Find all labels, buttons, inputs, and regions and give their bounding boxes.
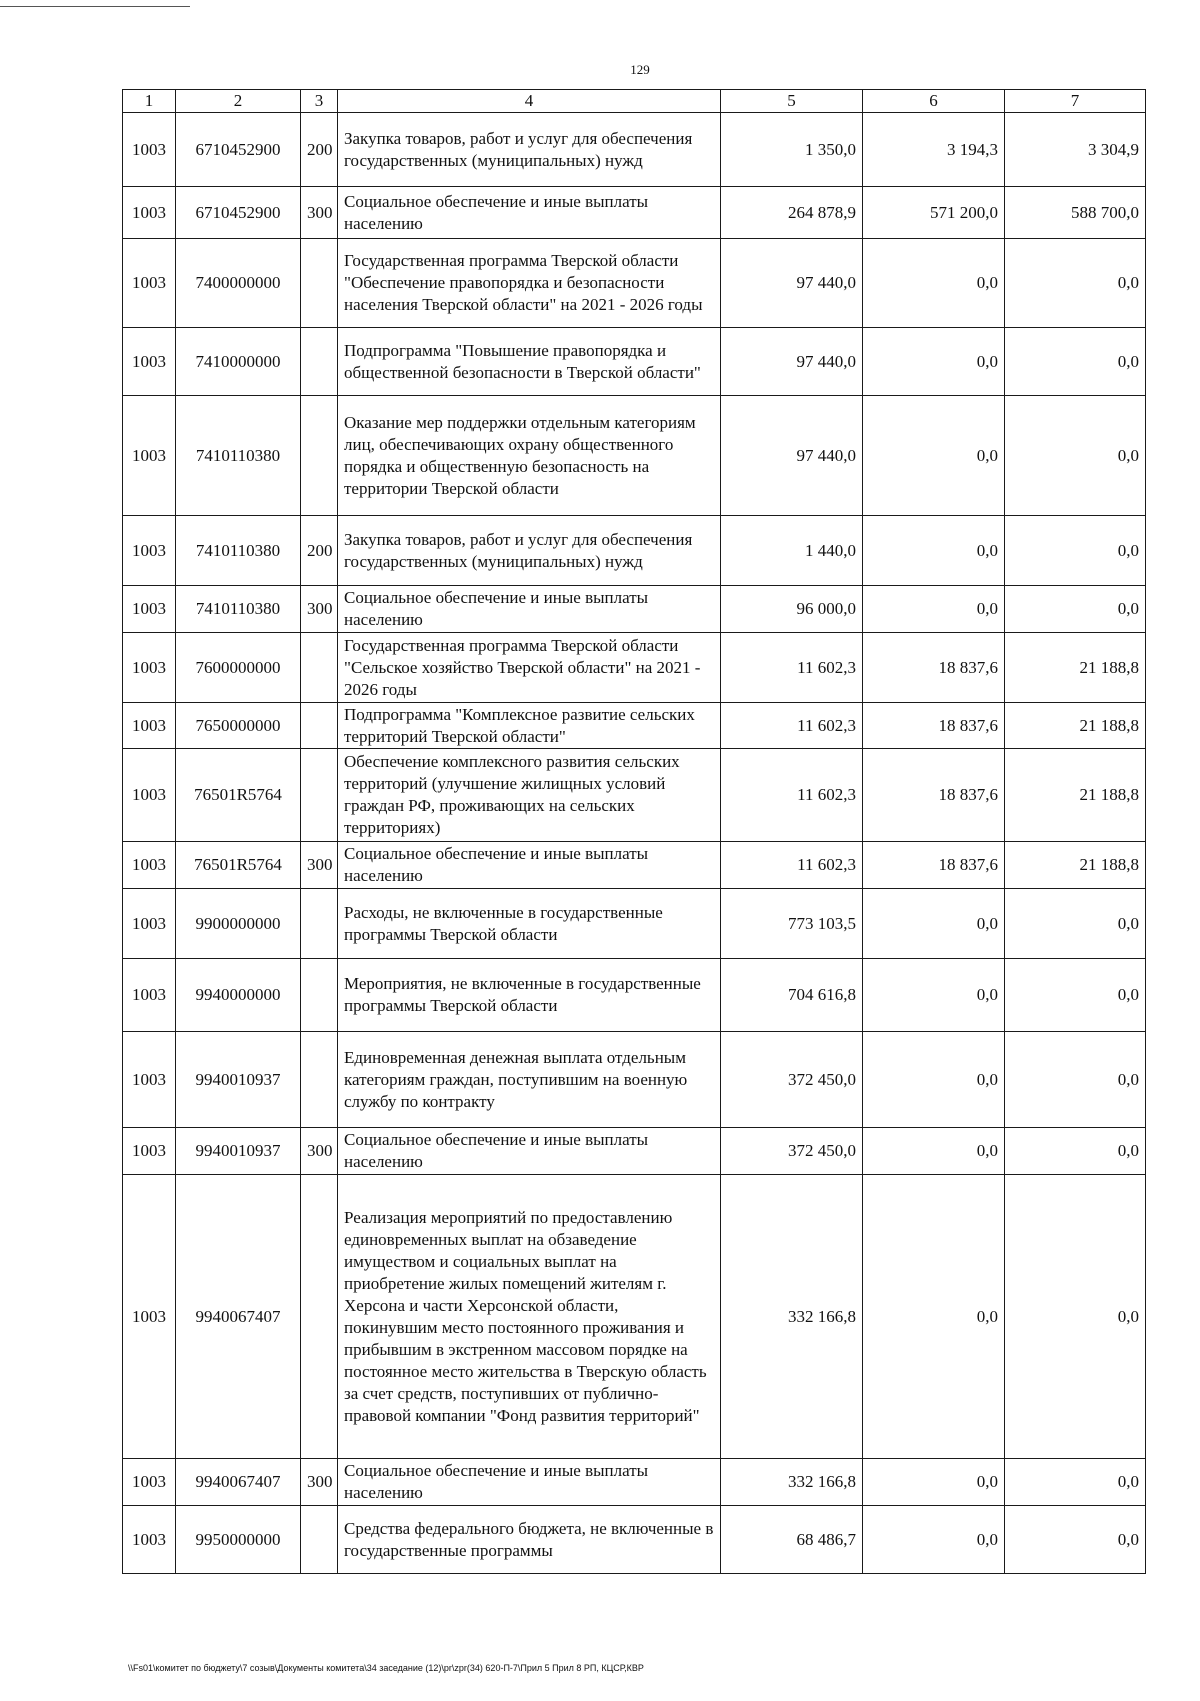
description: Закупка товаров, работ и услуг для обеспечения государственных (муниципальных) нужд (338, 516, 721, 586)
header-col-6: 6 (863, 90, 1005, 113)
amount-col-6: 0,0 (863, 396, 1005, 516)
amount-col-6: 0,0 (863, 1506, 1005, 1574)
target-article-code: 7410110380 (176, 516, 301, 586)
table-row (123, 586, 1146, 633)
expense-type-code (301, 633, 338, 703)
target-article-code: 7650000000 (176, 703, 301, 749)
expense-type-code (301, 703, 338, 749)
description: Мероприятия, не включенные в государственные программы Тверской области (338, 959, 721, 1032)
section-code: 1003 (123, 1506, 176, 1574)
amount-col-6: 0,0 (863, 1128, 1005, 1175)
target-article-code: 9900000000 (176, 889, 301, 959)
description: Государственная программа Тверской области "Сельское хозяйство Тверской области" на 2021 - 2026 годы (338, 633, 721, 703)
table-row (123, 889, 1146, 959)
table-row (123, 633, 1146, 703)
table-row (123, 1459, 1146, 1506)
amount-col-5: 372 450,0 (721, 1032, 863, 1128)
expense-type-code: 200 (301, 516, 338, 586)
expense-type-code: 300 (301, 1128, 338, 1175)
expense-type-code (301, 1032, 338, 1128)
amount-col-5: 773 103,5 (721, 889, 863, 959)
section-code: 1003 (123, 516, 176, 586)
amount-col-6: 18 837,6 (863, 842, 1005, 889)
table-row (123, 959, 1146, 1032)
amount-col-7: 21 188,8 (1005, 842, 1146, 889)
table-row (123, 113, 1146, 187)
amount-col-5: 96 000,0 (721, 586, 863, 633)
table-row (123, 842, 1146, 889)
target-article-code: 7410110380 (176, 586, 301, 633)
section-code: 1003 (123, 842, 176, 889)
description: Социальное обеспечение и иные выплаты населению (338, 842, 721, 889)
amount-col-6: 3 194,3 (863, 113, 1005, 187)
description: Государственная программа Тверской области "Обеспечение правопорядка и безопасности населения Тверской области" на 2021 - 2026 годы (338, 239, 721, 328)
amount-col-5: 264 878,9 (721, 187, 863, 239)
amount-col-6: 18 837,6 (863, 749, 1005, 842)
amount-col-6: 0,0 (863, 516, 1005, 586)
table-row (123, 1032, 1146, 1128)
amount-col-6: 0,0 (863, 328, 1005, 396)
amount-col-5: 332 166,8 (721, 1175, 863, 1459)
table-row (123, 749, 1146, 842)
section-code: 1003 (123, 1175, 176, 1459)
amount-col-5: 11 602,3 (721, 633, 863, 703)
target-article-code: 9950000000 (176, 1506, 301, 1574)
header-col-3: 3 (301, 90, 338, 113)
amount-col-7: 0,0 (1005, 1032, 1146, 1128)
description: Подпрограмма "Повышение правопорядка и общественной безопасности в Тверской области" (338, 328, 721, 396)
table-row (123, 516, 1146, 586)
description: Оказание мер поддержки отдельным категориям лиц, обеспечивающих охрану общественного порядка и общественную безопасность на территории Тверской области (338, 396, 721, 516)
amount-col-7: 21 188,8 (1005, 749, 1146, 842)
amount-col-5: 11 602,3 (721, 749, 863, 842)
header-col-2: 2 (176, 90, 301, 113)
amount-col-7: 0,0 (1005, 889, 1146, 959)
amount-col-5: 97 440,0 (721, 396, 863, 516)
expense-type-code (301, 396, 338, 516)
amount-col-7: 0,0 (1005, 1128, 1146, 1175)
target-article-code: 9940010937 (176, 1128, 301, 1175)
amount-col-7: 21 188,8 (1005, 633, 1146, 703)
expense-type-code (301, 959, 338, 1032)
amount-col-7: 0,0 (1005, 1459, 1146, 1506)
table-row (123, 703, 1146, 749)
table-row (123, 1128, 1146, 1175)
amount-col-7: 0,0 (1005, 328, 1146, 396)
target-article-code: 7400000000 (176, 239, 301, 328)
amount-col-7: 3 304,9 (1005, 113, 1146, 187)
amount-col-6: 0,0 (863, 586, 1005, 633)
expense-type-code: 300 (301, 187, 338, 239)
amount-col-5: 1 350,0 (721, 113, 863, 187)
amount-col-7: 0,0 (1005, 396, 1146, 516)
description: Реализация мероприятий по предоставлению единовременных выплат на обзаведение имуществом и социальных выплат на приобретение жилых помещений жителям г. Херсона и части Херсонской области, покинувшим место постоянного проживания и прибывшим в экстренном массовом порядке на постоянное место жительства в Тверскую область за счет средств, поступивших от публично-правовой компании "Фонд развития территорий" (338, 1175, 721, 1459)
description: Социальное обеспечение и иные выплаты населению (338, 1459, 721, 1506)
target-article-code: 9940000000 (176, 959, 301, 1032)
expense-type-code (301, 749, 338, 842)
amount-col-7: 588 700,0 (1005, 187, 1146, 239)
header-row (123, 90, 1146, 113)
target-article-code: 9940010937 (176, 1032, 301, 1128)
section-code: 1003 (123, 703, 176, 749)
table-row (123, 396, 1146, 516)
expense-type-code: 300 (301, 842, 338, 889)
amount-col-5: 97 440,0 (721, 328, 863, 396)
amount-col-6: 0,0 (863, 1459, 1005, 1506)
description: Социальное обеспечение и иные выплаты населению (338, 1128, 721, 1175)
amount-col-5: 97 440,0 (721, 239, 863, 328)
budget-table (122, 89, 1146, 1574)
expense-type-code: 300 (301, 1459, 338, 1506)
amount-col-7: 0,0 (1005, 959, 1146, 1032)
description: Социальное обеспечение и иные выплаты населению (338, 187, 721, 239)
scan-artifact-line (0, 6, 190, 7)
description: Закупка товаров, работ и услуг для обеспечения государственных (муниципальных) нужд (338, 113, 721, 187)
amount-col-5: 68 486,7 (721, 1506, 863, 1574)
section-code: 1003 (123, 749, 176, 842)
expense-type-code: 300 (301, 586, 338, 633)
amount-col-5: 11 602,3 (721, 842, 863, 889)
table-row (123, 1506, 1146, 1574)
amount-col-7: 21 188,8 (1005, 703, 1146, 749)
target-article-code: 7410000000 (176, 328, 301, 396)
amount-col-7: 0,0 (1005, 1175, 1146, 1459)
target-article-code: 9940067407 (176, 1175, 301, 1459)
header-col-5: 5 (721, 90, 863, 113)
expense-type-code (301, 328, 338, 396)
description: Расходы, не включенные в государственные программы Тверской области (338, 889, 721, 959)
amount-col-6: 18 837,6 (863, 633, 1005, 703)
section-code: 1003 (123, 889, 176, 959)
section-code: 1003 (123, 328, 176, 396)
amount-col-7: 0,0 (1005, 1506, 1146, 1574)
table-row (123, 328, 1146, 396)
section-code: 1003 (123, 1032, 176, 1128)
expense-type-code (301, 1175, 338, 1459)
section-code: 1003 (123, 1459, 176, 1506)
amount-col-6: 0,0 (863, 959, 1005, 1032)
footer-file-path: \\Fs01\комитет по бюджету\7 созыв\Документы комитета\34 заседание (12)\pr\zpr(34) 620-П-7\Прил 5 Прил 8 РП, КЦСР,КВР (128, 1663, 644, 1673)
amount-col-5: 11 602,3 (721, 703, 863, 749)
amount-col-5: 332 166,8 (721, 1459, 863, 1506)
page-number: 129 (630, 62, 650, 77)
description: Обеспечение комплексного развития сельских территорий (улучшение жилищных условий граждан РФ, проживающих на сельских территориях) (338, 749, 721, 842)
target-article-code: 6710452900 (176, 187, 301, 239)
table-row (123, 1175, 1146, 1459)
section-code: 1003 (123, 396, 176, 516)
description: Подпрограмма "Комплексное развитие сельских территорий Тверской области" (338, 703, 721, 749)
section-code: 1003 (123, 959, 176, 1032)
amount-col-6: 0,0 (863, 1175, 1005, 1459)
section-code: 1003 (123, 633, 176, 703)
target-article-code: 6710452900 (176, 113, 301, 187)
amount-col-6: 0,0 (863, 239, 1005, 328)
table-row (123, 187, 1146, 239)
amount-col-6: 18 837,6 (863, 703, 1005, 749)
expense-type-code (301, 1506, 338, 1574)
table-row (123, 239, 1146, 328)
header-col-1: 1 (123, 90, 176, 113)
description: Социальное обеспечение и иные выплаты населению (338, 586, 721, 633)
section-code: 1003 (123, 1128, 176, 1175)
section-code: 1003 (123, 239, 176, 328)
header-col-7: 7 (1005, 90, 1146, 113)
target-article-code: 7600000000 (176, 633, 301, 703)
section-code: 1003 (123, 187, 176, 239)
amount-col-6: 0,0 (863, 1032, 1005, 1128)
description: Средства федерального бюджета, не включенные в государственные программы (338, 1506, 721, 1574)
expense-type-code (301, 239, 338, 328)
target-article-code: 76501R5764 (176, 842, 301, 889)
amount-col-6: 571 200,0 (863, 187, 1005, 239)
section-code: 1003 (123, 113, 176, 187)
amount-col-7: 0,0 (1005, 239, 1146, 328)
amount-col-5: 1 440,0 (721, 516, 863, 586)
amount-col-7: 0,0 (1005, 586, 1146, 633)
expense-type-code (301, 889, 338, 959)
target-article-code: 7410110380 (176, 396, 301, 516)
target-article-code: 76501R5764 (176, 749, 301, 842)
expense-type-code: 200 (301, 113, 338, 187)
amount-col-5: 704 616,8 (721, 959, 863, 1032)
amount-col-6: 0,0 (863, 889, 1005, 959)
header-col-4: 4 (338, 90, 721, 113)
amount-col-7: 0,0 (1005, 516, 1146, 586)
section-code: 1003 (123, 586, 176, 633)
description: Единовременная денежная выплата отдельным категориям граждан, поступившим на военную службу по контракту (338, 1032, 721, 1128)
amount-col-5: 372 450,0 (721, 1128, 863, 1175)
target-article-code: 9940067407 (176, 1459, 301, 1506)
